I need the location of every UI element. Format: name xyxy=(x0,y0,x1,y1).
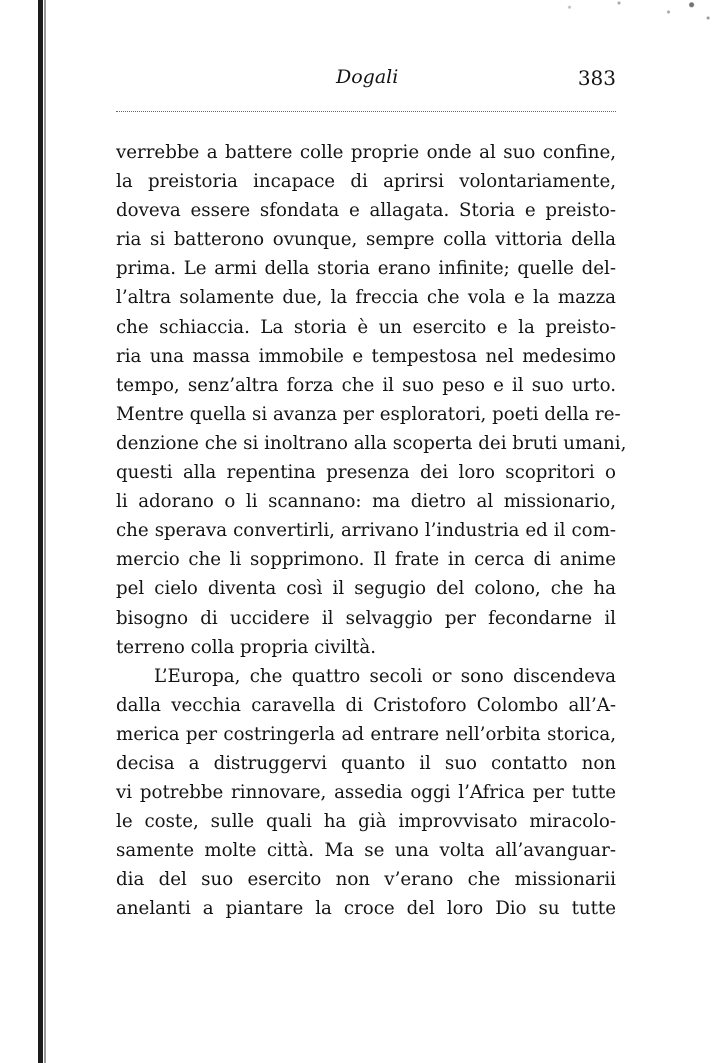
text-line: merica per costringerla ad entrare nell’orbita storica, xyxy=(116,723,616,745)
text-line: bisogno di uccidere il selvaggio per fecondarne il xyxy=(116,607,616,629)
paper-speckle xyxy=(388,0,718,60)
running-title: Dogali xyxy=(336,66,399,88)
text-line: doveva essere sfondata e allagata. Storia e preisto- xyxy=(116,200,616,222)
text-line: dalla vecchia caravella di Cristoforo Colombo all’A- xyxy=(116,694,616,716)
binding-edge xyxy=(38,0,43,1063)
text-line: che sperava convertirli, arrivano l’industria ed il com- xyxy=(116,520,616,542)
text-line: tempo, senz’altra forza che il suo peso e il suo urto. xyxy=(116,374,616,396)
text-line: le coste, sulle quali ha già improvvisato miracolo- xyxy=(116,811,616,833)
text-line: pel cielo diventa così il segugio del colono, che ha xyxy=(116,578,616,600)
text-line: ria si batterono ovunque, sempre colla vittoria della xyxy=(116,229,616,251)
running-head xyxy=(116,62,616,98)
text-line: che schiaccia. La storia è un esercito e la preisto- xyxy=(116,316,616,338)
text-line: verrebbe a battere colle proprie onde al suo confine, xyxy=(116,142,616,163)
text-line: la preistoria incapace di aprirsi volontariamente, xyxy=(116,171,616,193)
text-line: samente molte città. Ma se una volta all’avanguar- xyxy=(116,840,616,862)
text-line: denzione che si inoltrano alla scoperta dei bruti umani, xyxy=(116,432,627,454)
text-line: dia del suo esercito non v’erano che missionarii xyxy=(116,869,616,891)
text-line: prima. Le armi della storia erano infinite; quelle del- xyxy=(116,258,616,280)
text-line: decisa a distruggervi quanto il suo contatto non xyxy=(116,752,616,774)
text-line: anelanti a piantare la croce del loro Dio su tutte xyxy=(116,898,616,920)
text-line: l’altra solamente due, la freccia che vola e la mazza xyxy=(116,287,616,309)
text-line: Mentre quella si avanza per esploratori, poeti della re- xyxy=(116,403,621,425)
binding-shadow xyxy=(44,0,46,1063)
text-line: mercio che li sopprimono. Il frate in cerca di anime xyxy=(116,549,616,571)
text-line: vi potrebbe rinnovare, assedia oggi l’Africa per tutte xyxy=(116,782,616,804)
body-text xyxy=(116,138,627,924)
text-line: terreno colla propria civiltà. xyxy=(116,636,376,658)
header-rule xyxy=(116,111,616,112)
text-line: L’Europa, che quattro secoli or sono discendeva xyxy=(154,665,616,687)
text-line: ria una massa immobile e tempestosa nel medesimo xyxy=(116,345,616,367)
page-number: 383 xyxy=(577,66,616,90)
text-line: questi alla repentina presenza dei loro scopritori o xyxy=(116,462,616,484)
text-line: li adorano o li scannano: ma dietro al missionario, xyxy=(116,491,616,513)
